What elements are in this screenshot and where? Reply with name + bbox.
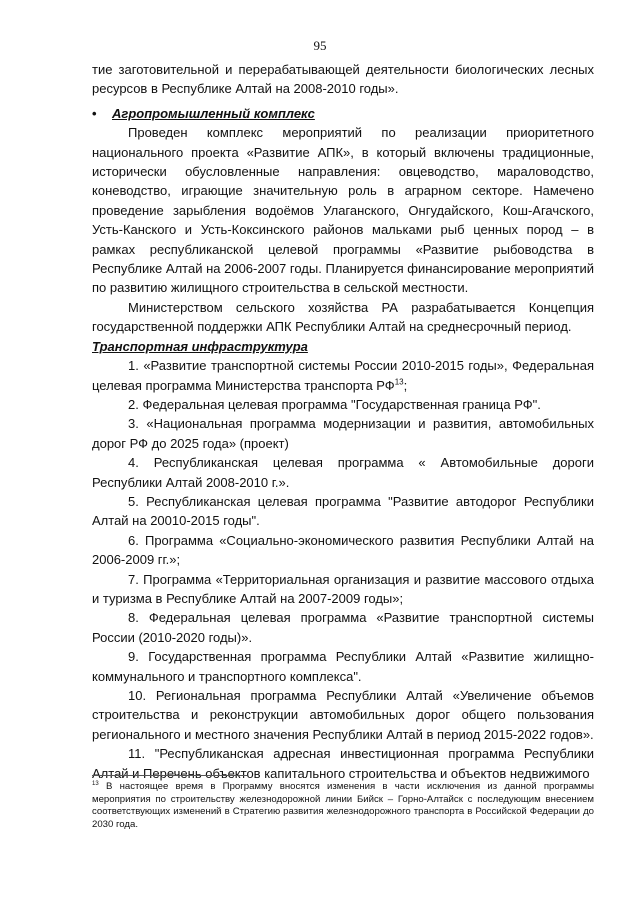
list-item: 9. Государственная программа Республики Алтай «Развитие жилищно-коммунального и транспортного комплекса". [92, 649, 594, 684]
list-item: 3. «Национальная программа модернизации и развития, автомобильных дорог РФ до 2025 года» (проект) [92, 416, 594, 451]
footnote-text: В настоящее время в Программу вносятся изменения в части исключения из данной программы мероприятия по строительству железнодорожной линии Бийск – Горно-Алтайск с последующим внесением соответствующих изменений в Стратегию развития железнодорожного транспорта в Российской Федерации до 2030 года. [92, 781, 594, 830]
list-item-tail: ; [403, 377, 408, 393]
agro-paragraph-1: Проведен комплекс мероприятий по реализации приоритетного национального проекта «Развитие АПК», в который включены традиционные, исторически обусловленные направления: овцеводство, мараловодство, коневодство, играющие значительную роль в аграрном секторе. Намечено проведение зарыбления водоёмов Улаганского, Онгудайского, Кош-Агачского, Усть-Канского и Усть-Коксинского районов мальками рыб ценных пород – в рамках республиканской целевой программы «Развитие рыбоводства в Республике Алтай на 2006-2007 годы. Планируется финансирование мероприятий по развитию жилищного строительства в сельской местности. [92, 125, 594, 296]
list-item: 4. Республиканская целевая программа « Автомобильные дороги Республики Алтай 2008-2010 г.». [92, 455, 594, 490]
list-item: 10. Региональная программа Республики Алтай «Увеличение объемов строительства и реконструкции автомобильных дорог общего пользования регионального и местного значения Республики Алтай в период 2015-2022 годов». [92, 688, 594, 742]
footnote-mark: 13 [92, 780, 99, 787]
intro-paragraph: тие заготовительной и перерабатывающей деятельности биологических лесных ресурсов в Республике Алтай на 2008-2010 годы». [92, 62, 594, 97]
section-title-transport: Транспортная инфраструктура [92, 338, 308, 354]
list-item [92, 356, 594, 395]
bullet-icon: • [92, 105, 97, 121]
list-item: 5. Республиканская целевая программа "Развитие автодорог Республики Алтай на 20010-2015 годы". [92, 493, 594, 529]
list-item: 6. Программа «Социально-экономического развития Республики Алтай на 2006-2009 гг.»; [92, 532, 594, 568]
list-item: 8. Федеральная целевая программа «Развитие транспортной системы России (2010-2020 годы)». [92, 610, 594, 645]
footnote-ref[interactable]: 13 [394, 377, 404, 387]
footnote-divider [92, 775, 247, 776]
list-item: 2. Федеральная целевая программа "Государственная граница РФ". [128, 396, 541, 412]
section-heading-agro [92, 104, 594, 123]
page-number: 95 [313, 38, 327, 53]
page-body [92, 60, 594, 783]
agro-paragraph-2: Министерством сельского хозяйства РА разрабатывается Концепция государственной поддержки АПК Республики Алтай на среднесрочный период. [92, 299, 594, 335]
section-title-agro: Агропромышленный комплекс [112, 105, 315, 121]
list-item-text: 1. «Развитие транспортной системы России 2010-2015 годы», Федеральная целевая программа Министерства транспорта РФ [92, 358, 594, 393]
list-item: 11. "Республиканская адресная инвестиционная программа Республики Алтай и Перечень объектов капитального строительства и объектов недвижимого [92, 746, 594, 781]
footnote [92, 781, 594, 831]
list-item: 7. Программа «Территориальная организация и развитие массового отдыха и туризма в Республике Алтай на 2007-2009 годы»; [92, 571, 594, 606]
